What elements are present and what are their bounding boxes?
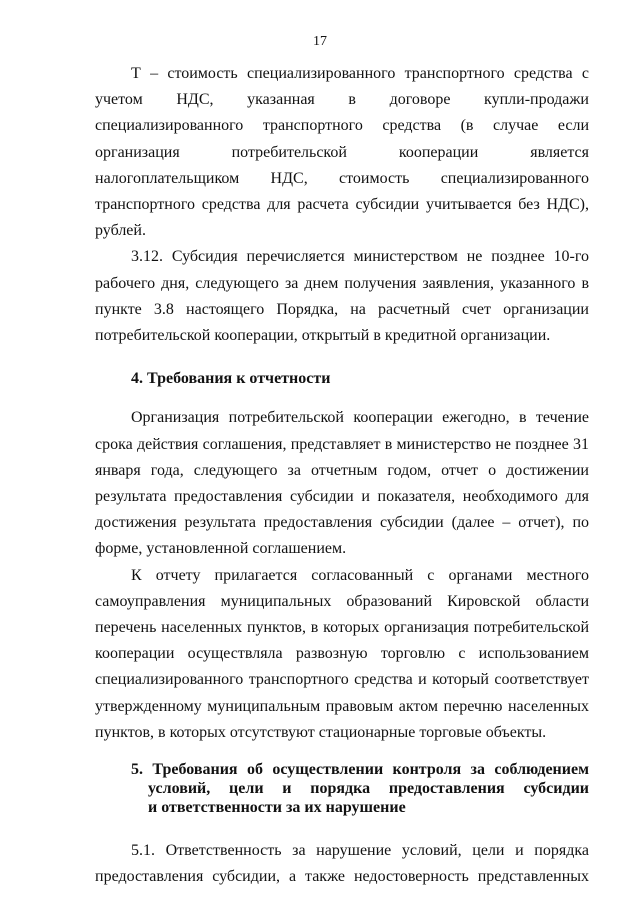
paragraph-3-12: 3.12. Субсидия перечисляется министерством не позднее 10-го рабочего дня, следующего за днем получения заявления, указанного в пункте 3.8 настоящего Порядка, на расчетный счет организации потребительской кооперации, открытый в кредитной организации.	[95, 248, 589, 345]
page-number: 17	[313, 34, 327, 49]
section-5-heading-line-2: условий, цели и порядка предоставления субсидии	[148, 780, 589, 798]
section-4-paragraph-2: К отчету прилагается согласованный с органами местного самоуправления муниципальных образований Кировской области перечень населенных пунктов, в которых организация потребительской кооперации осуществляла развозную торговлю с использованием специализированного транспортного средства и который соответствует утвержденному муниципальным правовым актом перечню населенных пунктов, в которых отсутствуют стационарные торговые объекты.	[95, 566, 589, 741]
page-content	[95, 61, 589, 890]
section-4-paragraph-1: Организация потребительской кооперации ежегодно, в течение срока действия соглашения, представляет в министерство не позднее 31 января года, следующего за отчетным годом, отчет о достижении результата предоставления субсидии и показателя, необходимого для достижения результата предоставления субсидии (далее – отчет), по форме, установленной соглашением.	[95, 409, 589, 558]
section-5-heading-line-3: и ответственности за их нарушение	[148, 799, 406, 817]
section-5-heading-line-1: 5. Требования об осуществлении контроля за соблюдением	[131, 761, 589, 779]
section-4-heading: 4. Требования к отчетности	[131, 370, 331, 388]
section-5-heading	[95, 760, 589, 817]
paragraph-5-1: 5.1. Ответственность за нарушение условий, цели и порядка предоставления субсидии, а также недостоверность представленных	[95, 842, 589, 886]
paragraph-t-definition: Т – стоимость специализированного транспортного средства с учетом НДС, указанная в договоре купли-продажи специализированного транспортного средства (в случае если организация потребительской кооперации является налогоплательщиком НДС, стоимость специализированного транспортного средства для расчета субсидии учитывается без НДС), рублей.	[95, 65, 589, 240]
